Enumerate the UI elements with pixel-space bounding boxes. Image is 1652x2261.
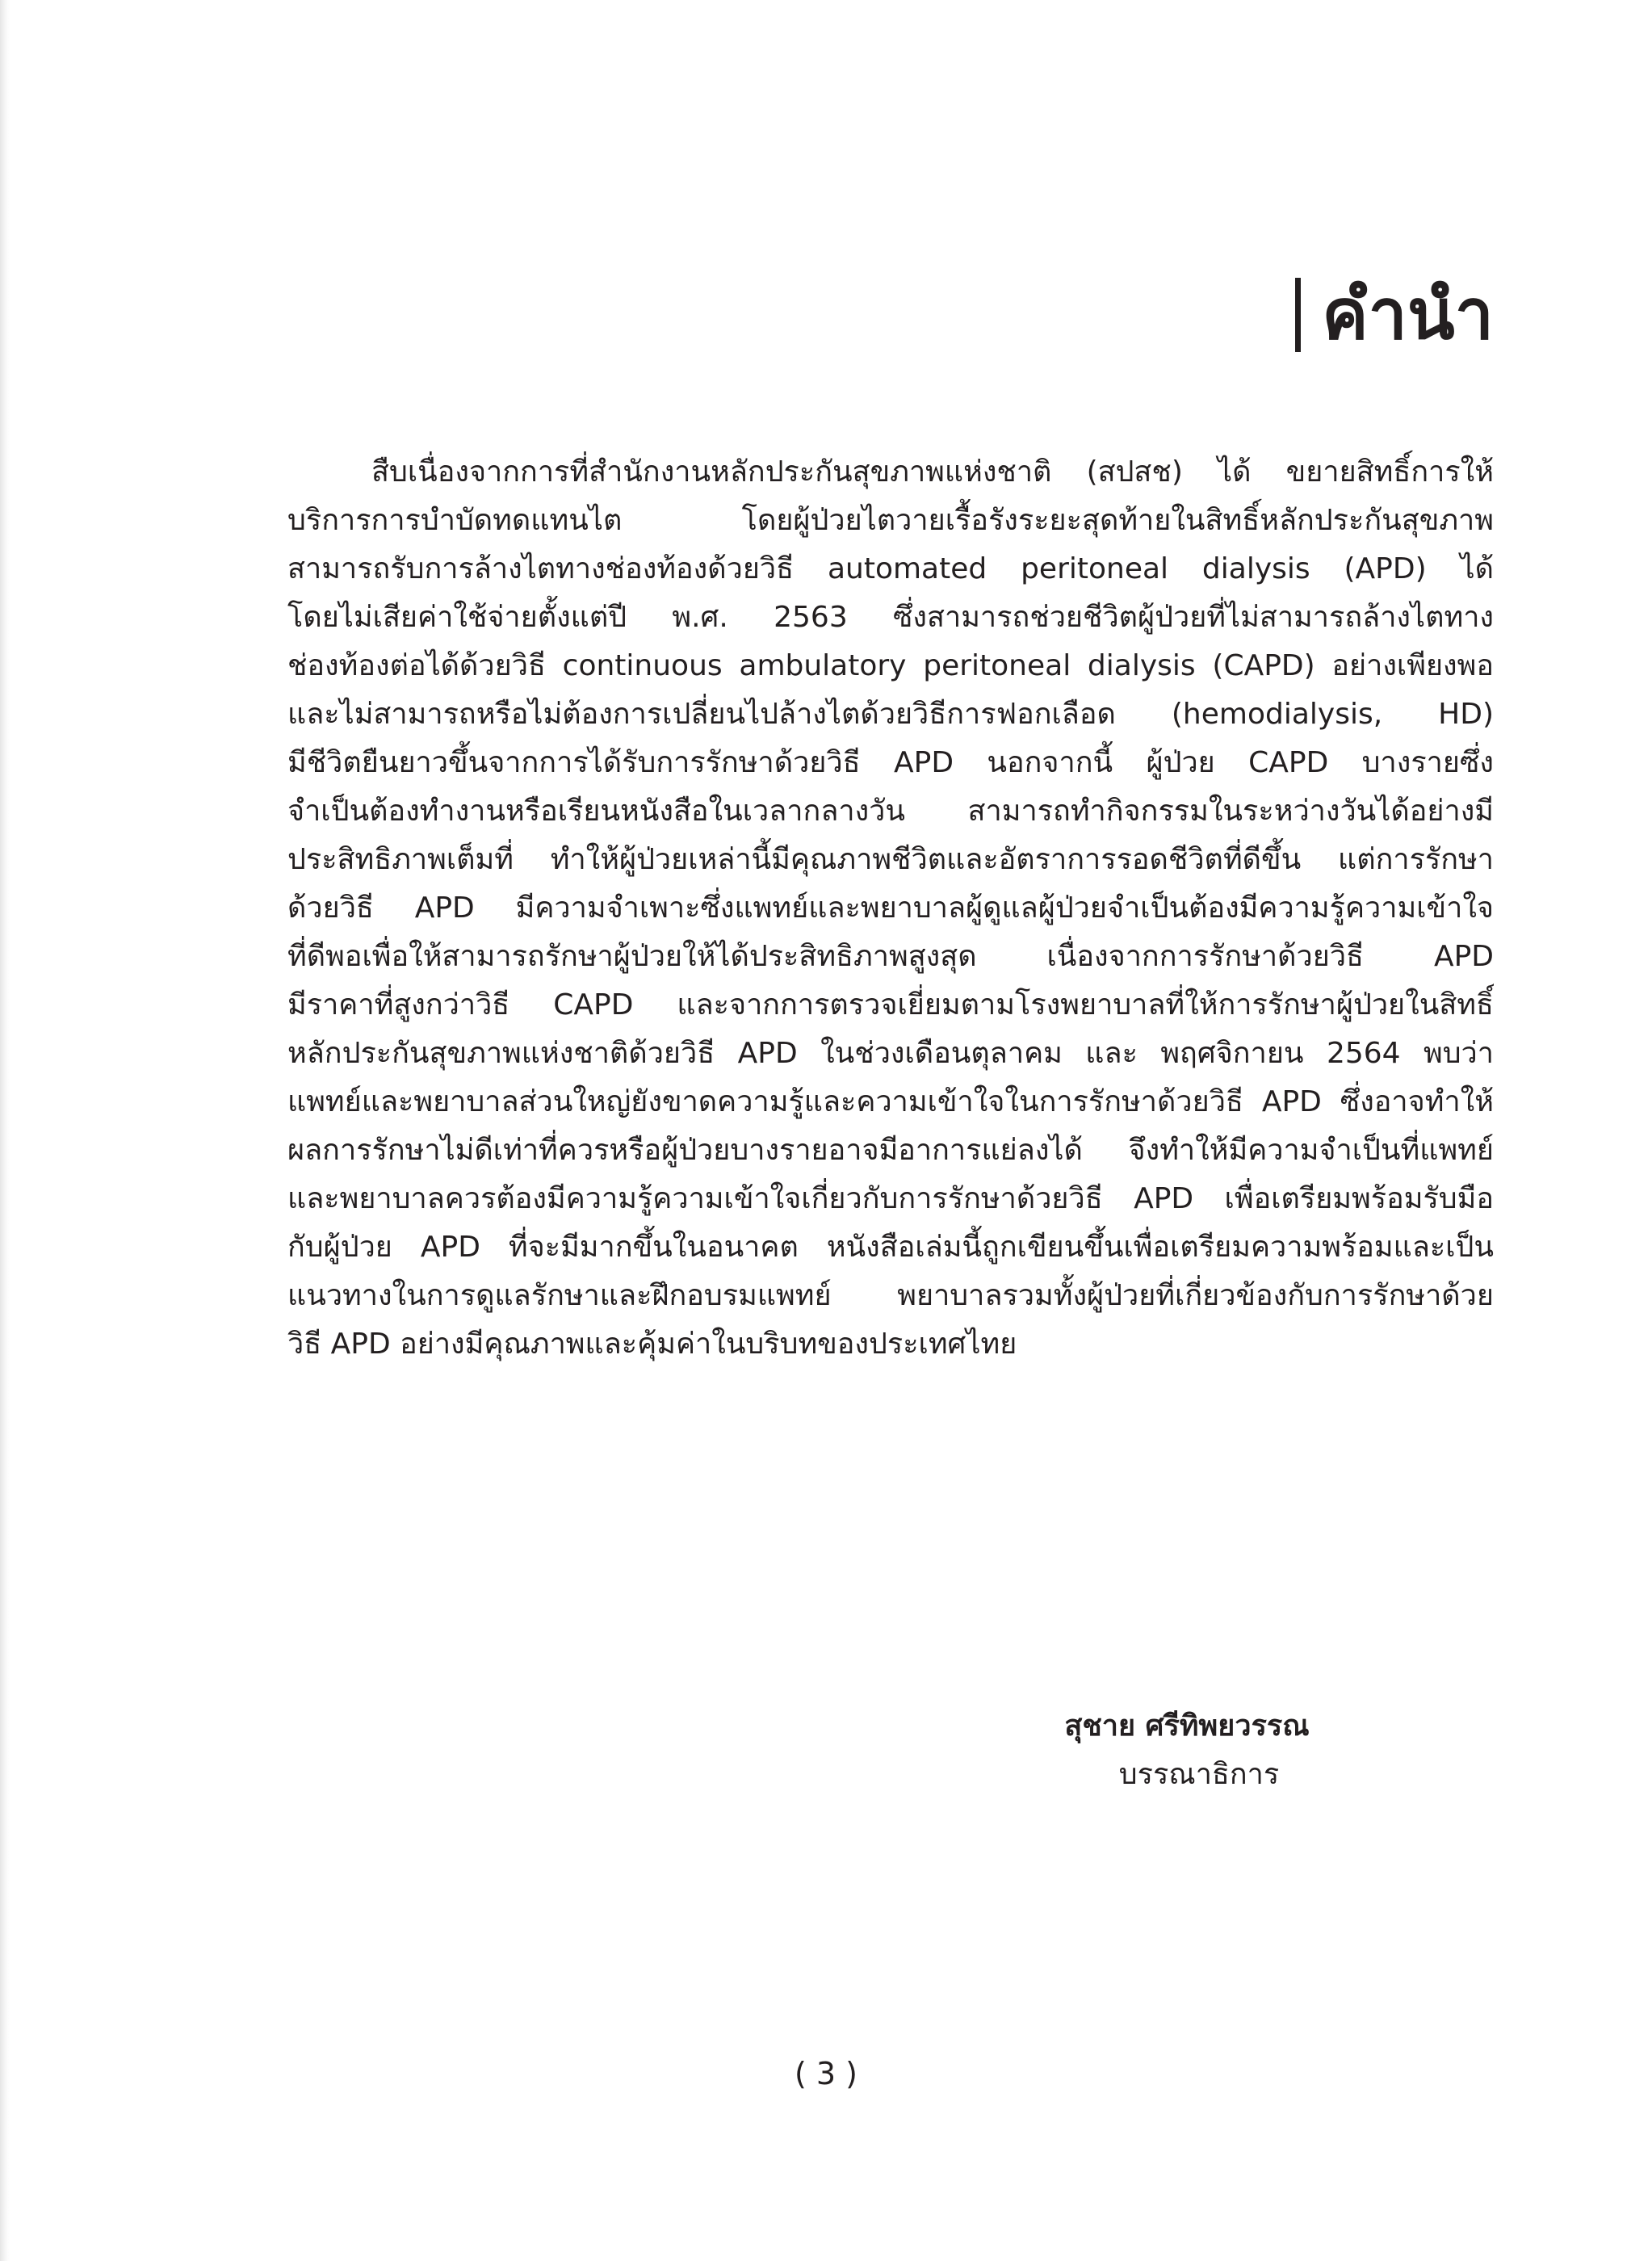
heading-accent-bar [1295, 278, 1301, 352]
paragraph-line: ประสิทธิภาพเต็มที่ ทำให้ผู้ป่วยเหล่านี้มีคุณภาพชีวิตและอัตราการรอดชีวิตที่ดีขึ้น แต่การรักษา [287, 843, 1494, 876]
paragraph-line: สามารถรับการล้างไตทางช่องท้องด้วยวิธี automated peritoneal dialysis (APD) ได้ [287, 552, 1494, 585]
page-edge-shadow [0, 0, 10, 2261]
signature-block [961, 1702, 1413, 1799]
paragraph-line: ผลการรักษาไม่ดีเท่าที่ควรหรือผู้ป่วยบางรายอาจมีอาการแย่ลงได้ จึงทำให้มีความจำเป็นที่แพทย์ [287, 1134, 1494, 1167]
paragraph-line: หลักประกันสุขภาพแห่งชาติด้วยวิธี APD ในช่วงเดือนตุลาคม และ พฤศจิกายน 2564 พบว่า [287, 1037, 1494, 1070]
paragraph-line: แนวทางในการดูแลรักษาและฝึกอบรมแพทย์ พยาบาลรวมทั้งผู้ป่วยที่เกี่ยวข้องกับการรักษาด้วย [287, 1279, 1494, 1312]
paragraph-line: จำเป็นต้องทำงานหรือเรียนหนังสือในเวลากลางวัน สามารถทำกิจกรรมในระหว่างวันได้อย่างมี [287, 795, 1494, 828]
paragraph-line: วิธี APD อย่างมีคุณภาพและคุ้มค่าในบริบทของประเทศไทย [287, 1328, 1017, 1361]
paragraph-line: มีราคาที่สูงกว่าวิธี CAPD และจากการตรวจเยี่ยมตามโรงพยาบาลที่ให้การรักษาผู้ป่วยในสิทธิ์ [287, 988, 1494, 1021]
paragraph-line: โดยไม่เสียค่าใช้จ่ายตั้งแต่ปี พ.ศ. 2563 ซึ่งสามารถช่วยชีวิตผู้ป่วยที่ไม่สามารถล้างไตทาง [287, 601, 1494, 634]
paragraph-line: บริการการบำบัดทดแทนไต โดยผู้ป่วยไตวายเรื้อรังระยะสุดท้ายในสิทธิ์หลักประกันสุขภาพ [287, 504, 1494, 537]
heading-title: คำนำ [1322, 275, 1494, 355]
paragraph-line: มีชีวิตยืนยาวขึ้นจากการได้รับการรักษาด้วยวิธี APD นอกจากนี้ ผู้ป่วย CAPD บางรายซึ่ง [287, 746, 1494, 779]
page-number: ( 3 ) [795, 2056, 857, 2091]
signature-name: สุชาย ศรีทิพยวรรณ [1064, 1709, 1310, 1743]
paragraph-line: และไม่สามารถหรือไม่ต้องการเปลี่ยนไปล้างไตด้วยวิธีการฟอกเลือด (hemodialysis, HD) [287, 698, 1494, 731]
paragraph-line: สืบเนื่องจากการที่สำนักงานหลักประกันสุขภาพแห่งชาติ (สปสช) ได้ ขยายสิทธิ์การให้ [371, 455, 1494, 489]
paragraph-line: ด้วยวิธี APD มีความจำเพาะซึ่งแพทย์และพยาบาลผู้ดูแลผู้ป่วยจำเป็นต้องมีความรู้ความเข้าใจ [287, 891, 1494, 925]
paragraph-line: ที่ดีพอเพื่อให้สามารถรักษาผู้ป่วยให้ได้ประสิทธิภาพสูงสุด เนื่องจากการรักษาด้วยวิธี APD [287, 940, 1494, 973]
paragraph-line: กับผู้ป่วย APD ที่จะมีมากขึ้นในอนาคต หนังสือเล่มนี้ถูกเขียนขึ้นเพื่อเตรียมความพร้อมและเป็น [287, 1231, 1494, 1264]
paragraph-line: ช่องท้องต่อได้ด้วยวิธี continuous ambulatory peritoneal dialysis (CAPD) อย่างเพียงพอ [287, 649, 1494, 682]
signature-role: บรรณาธิการ [1118, 1758, 1280, 1791]
page-heading [1295, 271, 1494, 359]
paragraph-line: แพทย์และพยาบาลส่วนใหญ่ยังขาดความรู้และความเข้าใจในการรักษาด้วยวิธี APD ซึ่งอาจทำให้ [287, 1085, 1494, 1118]
preface-paragraph [287, 448, 1494, 1369]
paragraph-line: และพยาบาลควรต้องมีความรู้ความเข้าใจเกี่ยวกับการรักษาด้วยวิธี APD เพื่อเตรียมพร้อมรับมือ [287, 1182, 1494, 1215]
